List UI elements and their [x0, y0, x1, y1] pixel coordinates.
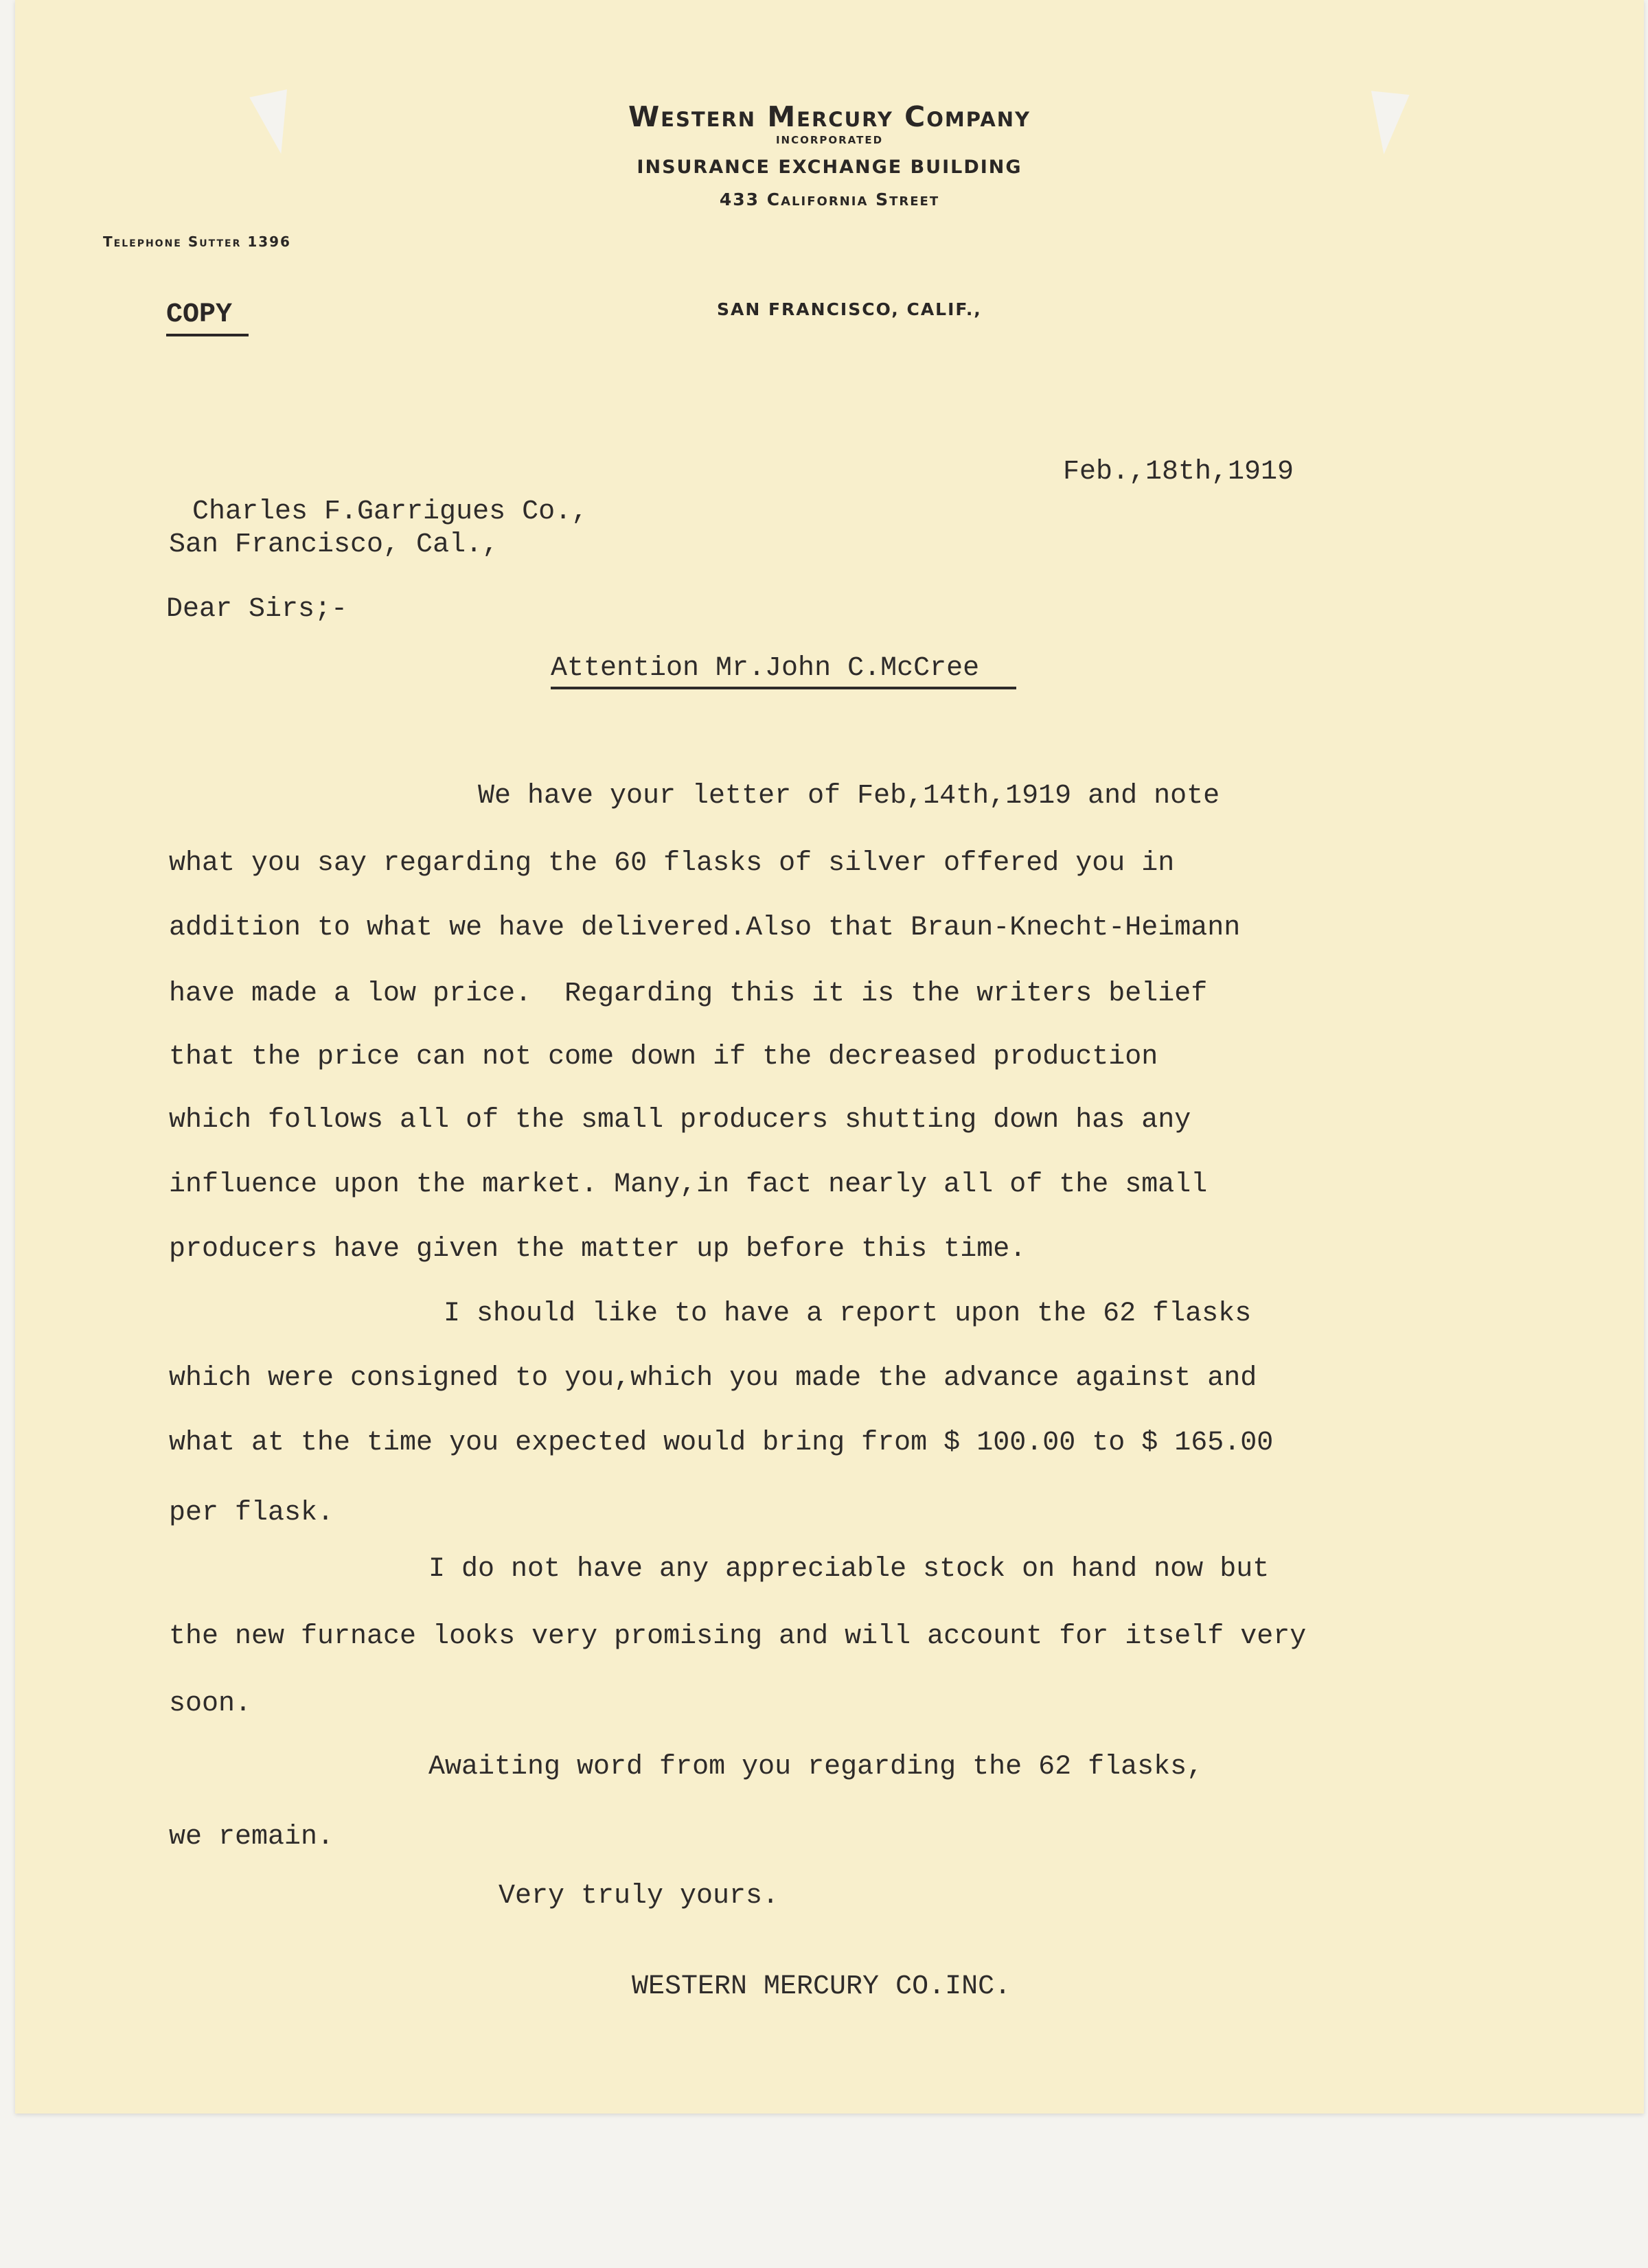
signature-block: WESTERN MERCURY CO.INC.	[632, 1971, 1011, 2002]
body-line: We have your letter of Feb,14th,1919 and note	[478, 781, 1220, 812]
copy-stamp: COPY	[166, 297, 249, 336]
recipient-name: Charles F.Garrigues Co.,	[192, 496, 588, 527]
street-address: 433 California Street	[719, 190, 940, 209]
company-name: Western Mercury Company	[628, 100, 1031, 133]
closing: Very truly yours.	[499, 1881, 779, 1912]
body-line: what you say regarding the 60 flasks of silver offered you in	[169, 848, 1175, 879]
body-line: I do not have any appreciable stock on hand now but	[428, 1554, 1270, 1585]
body-line: we remain.	[169, 1822, 334, 1853]
body-line: the new furnace looks very promising and will account for itself very	[169, 1621, 1307, 1652]
letter-page	[15, 0, 1644, 2114]
salutation: Dear Sirs;-	[166, 594, 348, 625]
telephone-number: Telephone Sutter 1396	[103, 233, 291, 250]
body-line: which follows all of the small producers shutting down has any	[169, 1105, 1191, 1136]
body-line: I should like to have a report upon the 62 flasks	[444, 1298, 1252, 1329]
building-name: INSURANCE EXCHANGE BUILDING	[637, 157, 1022, 178]
body-line: soon.	[169, 1688, 252, 1719]
body-line: addition to what we have delivered.Also that Braun-Knecht-Heimann	[169, 913, 1241, 943]
body-line: per flask.	[169, 1498, 334, 1528]
recipient-city: San Francisco, Cal.,	[169, 529, 499, 560]
body-line: Awaiting word from you regarding the 62 flasks,	[428, 1752, 1204, 1783]
body-line: what at the time you expected would bring from $ 100.00 to $ 165.00	[169, 1428, 1274, 1458]
incorporated-label: INCORPORATED	[775, 134, 884, 146]
body-line: influence upon the market. Many,in fact nearly all of the small	[169, 1169, 1208, 1200]
body-line: have made a low price. Regarding this it is the writers belief	[169, 978, 1208, 1009]
body-line: that the price can not come down if the decreased production	[169, 1042, 1158, 1073]
body-line: which were consigned to you,which you made the advance against and	[169, 1363, 1257, 1394]
city-line: SAN FRANCISCO, CALIF.,	[717, 299, 982, 319]
letter-date: Feb.,18th,1919	[1063, 457, 1294, 488]
attention-line: Attention Mr.John C.McCree	[551, 655, 1016, 689]
body-line: producers have given the matter up before this time.	[169, 1234, 1027, 1265]
